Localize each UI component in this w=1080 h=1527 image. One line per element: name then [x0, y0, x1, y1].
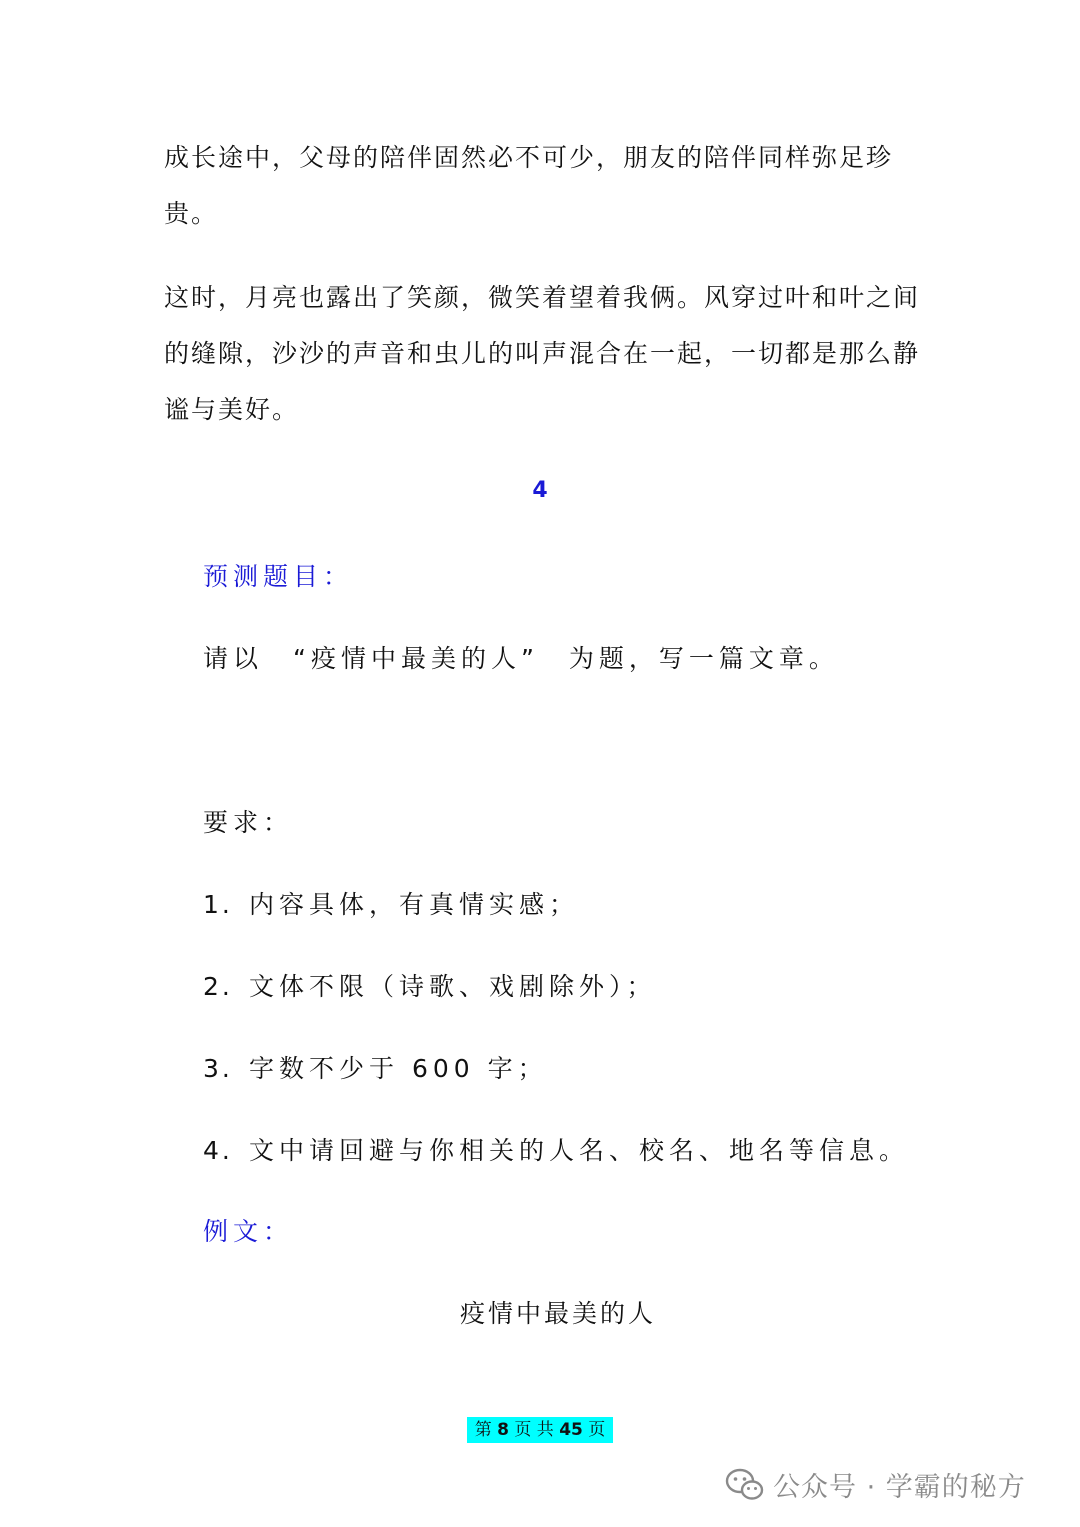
wechat-icon — [725, 1468, 765, 1502]
body-paragraph-1: 成长途中，父母的陪伴固然必不可少，朋友的陪伴同样弥足珍贵。 — [164, 143, 894, 228]
requirements-label: 要求： — [203, 808, 294, 837]
requirement-text: 字数不少于 600 字； — [249, 1054, 548, 1083]
page-footer — [467, 1417, 613, 1443]
body-paragraph-2: 这时，月亮也露出了笑颜，微笑着望着我俩。风穿过叶和叶之间的缝隙，沙沙的声音和虫儿的叫声混合在一起，一切都是那么静谧与美好。 — [164, 283, 921, 424]
requirement-number: 4. — [203, 1136, 233, 1165]
essay-title: 疫情中最美的人 — [459, 1299, 656, 1328]
section-number: 4 — [532, 478, 548, 503]
footer-prefix: 第 — [474, 1420, 492, 1440]
requirement-number: 1. — [203, 890, 233, 919]
prompt-label: 预测题目： — [203, 562, 354, 591]
requirement-text: 内容具体，有真情实感； — [249, 890, 580, 919]
requirement-text: 文中请回避与你相关的人名、校名、地名等信息。 — [249, 1136, 910, 1165]
wechat-watermark — [725, 1465, 1026, 1504]
requirement-item — [203, 885, 579, 921]
current-page-number: 8 — [497, 1420, 509, 1440]
requirement-number: 3. — [203, 1054, 233, 1083]
watermark-text: 公众号 · 学霸的秘方 — [773, 1472, 1026, 1503]
prompt-text: 请以 “疫情中最美的人” 为题，写一篇文章。 — [203, 644, 839, 673]
requirement-text: 文体不限（诗歌、戏剧除外）； — [249, 972, 657, 1001]
example-label: 例文： — [203, 1217, 294, 1246]
requirement-item — [203, 967, 657, 1003]
requirement-item — [203, 1049, 548, 1085]
requirement-item — [203, 1131, 909, 1167]
footer-suffix: 页 — [588, 1420, 606, 1440]
footer-middle: 页 共 — [514, 1420, 554, 1440]
total-pages-number: 45 — [559, 1420, 583, 1440]
requirement-number: 2. — [203, 972, 233, 1001]
